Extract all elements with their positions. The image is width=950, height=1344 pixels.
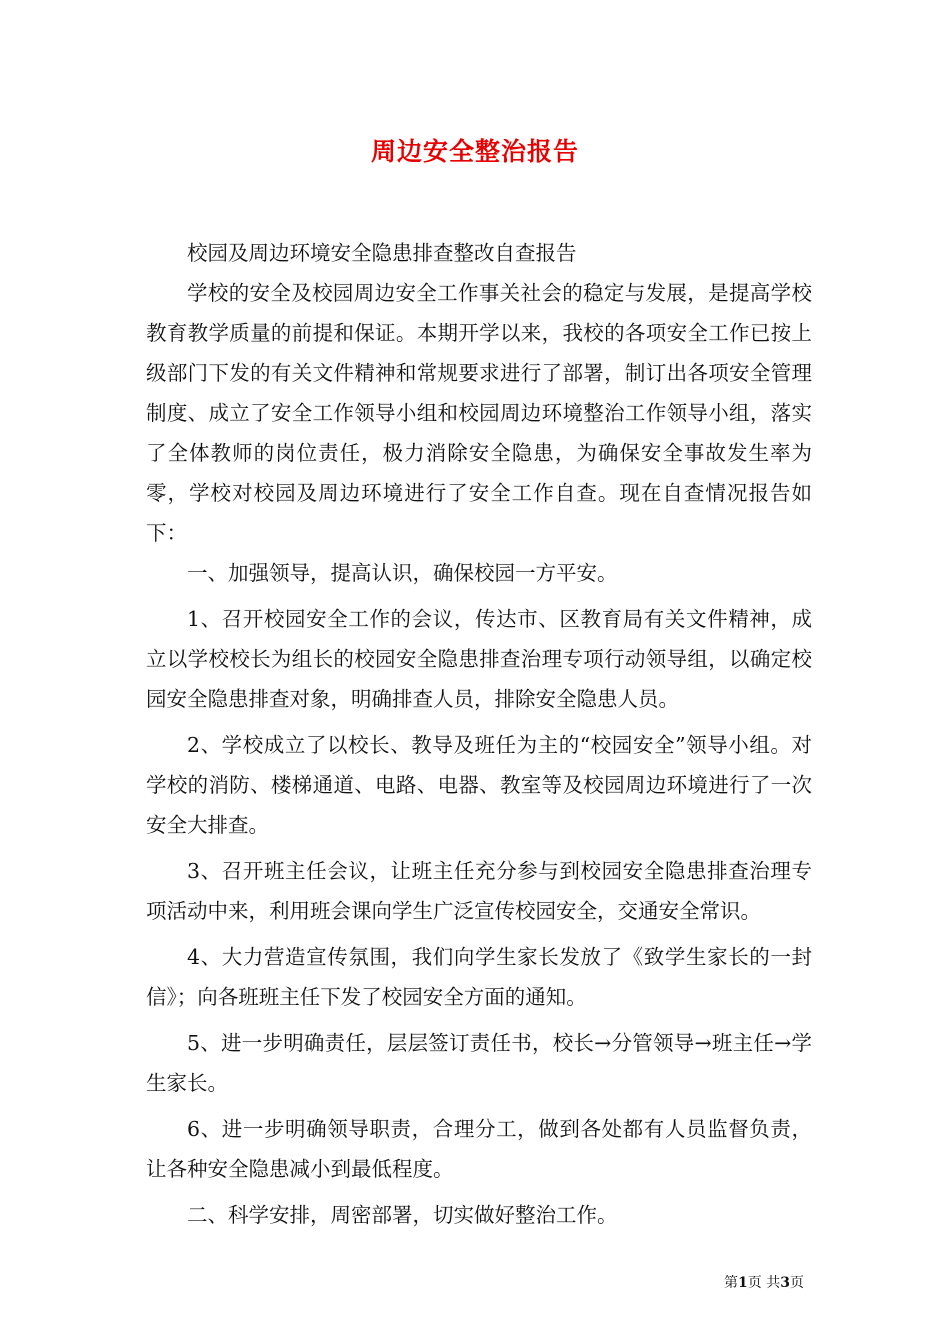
paragraph-item-4: 4、大力营造宣传氛围，我们向学生家长发放了《致学生家长的一封信》；向各班班主任下发了校园安全方面的通知。	[146, 945, 812, 1009]
paragraph-item-2: 2、学校成立了以校长、教导及班任为主的“校园安全”领导小组。对学校的消防、楼梯通道、电路、电器、教室等及校园周边环境进行了一次安全大排查。	[146, 733, 812, 837]
paragraph-item-5: 5、进一步明确责任，层层签订责任书，校长→分管领导→班主任→学生家长。	[146, 1031, 812, 1095]
paragraph-item-3: 3、召开班主任会议，让班主任充分参与到校园安全隐患排查治理专项活动中来，利用班会课向学生广泛宣传校园安全，交通安全常识。	[146, 859, 812, 923]
report-subtitle: 校园及周边环境安全隐患排查整改自查报告	[187, 241, 577, 265]
footer-suffix: 页	[790, 1275, 804, 1291]
paragraph-item-1: 1、召开校园安全工作的会议，传达市、区教育局有关文件精神，成立以学校校长为组长的校园安全隐患排查治理专项行动领导组，以确定校园安全隐患排查对象，明确排查人员，排除安全隐患人员。	[146, 607, 812, 711]
footer-middle: 页 共	[747, 1275, 781, 1291]
section-heading-1: 一、加强领导，提高认识，确保校园一方平安。	[187, 561, 618, 585]
section-heading-2: 二、科学安排，周密部署，切实做好整治工作。	[187, 1203, 618, 1227]
footer-current-page: 1	[738, 1275, 748, 1291]
document-body	[146, 233, 812, 1235]
footer-prefix: 第	[724, 1275, 739, 1291]
footer-total-pages: 3	[780, 1275, 790, 1291]
page-number-footer	[724, 1272, 804, 1292]
paragraph-item-6: 6、进一步明确领导职责，合理分工，做到各处都有人员监督负责，让各种安全隐患减小到最低程度。	[146, 1117, 812, 1181]
document-title: 周边安全整治报告	[370, 137, 579, 166]
paragraph-intro: 学校的安全及校园周边安全工作事关社会的稳定与发展，是提高学校教育教学质量的前提和保证。本期开学以来，我校的各项安全工作已按上级部门下发的有关文件精神和常规要求进行了部署，制订出各项安全管理制度、成立了安全工作领导小组和校园周边环境整治工作领导小组，落实了全体教师的岗位责任，极力消除安全隐患，为确保安全事故发生率为零，学校对校园及周边环境进行了安全工作自查。现在自查情况报告如下：	[146, 281, 812, 545]
